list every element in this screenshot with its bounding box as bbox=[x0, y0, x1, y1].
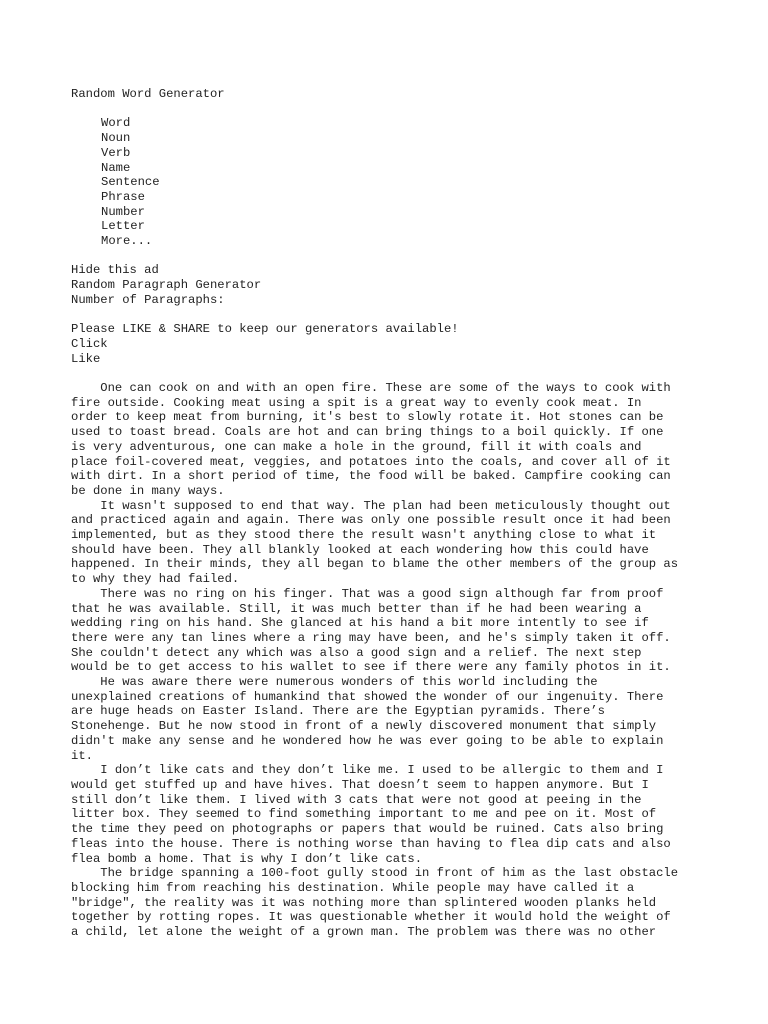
menu-item-more[interactable]: More... bbox=[101, 234, 153, 249]
paragraph-line: There was no ring on his finger. That was a good sign although far from proof bbox=[71, 586, 664, 601]
paragraph-line: a child, let alone the weight of a grown man. The problem was there was no other bbox=[71, 925, 657, 940]
paragraph bbox=[71, 866, 711, 940]
menu-item-sentence[interactable]: Sentence bbox=[101, 175, 160, 190]
menu-item-number[interactable]: Number bbox=[101, 204, 145, 219]
paragraph bbox=[71, 381, 711, 499]
paragraph-line: The bridge spanning a 100-foot gully stood in front of him as the last obstacle bbox=[71, 866, 679, 881]
paragraph-line: I don’t like cats and they don’t like me. I used to be allergic to them and I bbox=[71, 763, 664, 778]
paragraph-line: together by rotting ropes. It was questionable whether it would hold the weight of bbox=[71, 910, 671, 925]
paragraph-line: fleas into the house. There is nothing worse than having to flea dip cats and also bbox=[71, 836, 671, 851]
paragraph-line: it. bbox=[71, 748, 93, 763]
paragraph-line: place foil-covered meat, veggies, and potatoes into the coals, and cover all of it bbox=[71, 454, 671, 469]
paragraph-line: didn't make any sense and he wondered how he was ever going to be able to explain bbox=[71, 733, 664, 748]
menu-item-letter[interactable]: Letter bbox=[101, 219, 145, 234]
paragraph-line: implemented, but as they stood there the result wasn't anything close to what it bbox=[71, 528, 657, 543]
paragraph-line: still don’t like them. I lived with 3 cats that were not good at peeing in the bbox=[71, 792, 642, 807]
site-title: Random Word Generator bbox=[71, 87, 225, 101]
menu-item-word[interactable]: Word bbox=[101, 116, 131, 131]
click-button[interactable]: Click bbox=[71, 336, 108, 351]
share-message: Please LIKE & SHARE to keep our generators available! bbox=[71, 322, 459, 337]
paragraph bbox=[71, 675, 711, 763]
page-content bbox=[71, 87, 711, 940]
paragraph-line: be done in many ways. bbox=[71, 483, 225, 498]
menu-item-phrase[interactable]: Phrase bbox=[101, 189, 145, 204]
paragraph-line: should have been. They all blankly looked at each wondering how this could have bbox=[71, 542, 649, 557]
paragraph bbox=[71, 499, 711, 587]
paragraph-line: are huge heads on Easter Island. There are the Egyptian pyramids. There’s bbox=[71, 704, 605, 719]
generator-title: Random Paragraph Generator bbox=[71, 278, 262, 293]
menu-item-noun[interactable]: Noun bbox=[101, 131, 131, 146]
paragraph-line: with dirt. In a short period of time, the food will be baked. Campfire cooking can bbox=[71, 469, 671, 484]
paragraph-line: unexplained creations of humankind that showed the wonder of our ingenuity. There bbox=[71, 689, 664, 704]
paragraph-line: would get stuffed up and have hives. That doesn’t seem to happen anymore. But I bbox=[71, 777, 649, 792]
generator-menu bbox=[71, 116, 711, 248]
like-button[interactable]: Like bbox=[71, 351, 101, 366]
paragraph-line: the time they peed on photographs or papers that would be ruined. Cats also bring bbox=[71, 822, 664, 837]
hide-ad-link[interactable]: Hide this ad bbox=[71, 263, 159, 278]
menu-item-name[interactable]: Name bbox=[101, 160, 131, 175]
paragraph-line: "bridge", the reality was it was nothing more than splintered wooden planks held bbox=[71, 895, 657, 910]
paragraph-line: One can cook on and with an open fire. These are some of the ways to cook with bbox=[71, 381, 671, 395]
paragraph-line: litter box. They seemed to find something important to me and pee on it. Most of bbox=[71, 807, 657, 822]
paragraph-line: He was aware there were numerous wonders of this world including the bbox=[71, 675, 598, 690]
paragraph-line: would be to get access to his wallet to see if there were any family photos in it. bbox=[71, 660, 671, 675]
paragraph-line: Stonehenge. But he now stood in front of a newly discovered monument that simply bbox=[71, 719, 657, 734]
paragraph-line: order to keep meat from burning, it's best to slowly rotate it. Hot stones can be bbox=[71, 410, 664, 425]
paragraph-line: that he was available. Still, it was much better than if he had been wearing a bbox=[71, 601, 642, 616]
paragraph-line: used to toast bread. Coals are hot and can bring things to a boil quickly. If one bbox=[71, 425, 664, 440]
paragraph-line: blocking him from reaching his destination. While people may have called it a bbox=[71, 880, 635, 895]
menu-item-verb[interactable]: Verb bbox=[101, 145, 131, 160]
paragraph-line: fire outside. Cooking meat using a spit is a great way to evenly cook meat. In bbox=[71, 395, 642, 410]
paragraph bbox=[71, 587, 711, 675]
paragraph-count-label: Number of Paragraphs: bbox=[71, 292, 225, 307]
paragraph-line: and practiced again and again. There was only one possible result once it had been bbox=[71, 513, 671, 528]
paragraph-line: wedding ring on his hand. She glanced at his hand a bit more intently to see if bbox=[71, 616, 649, 631]
paragraph-line: It wasn't supposed to end that way. The plan had been meticulously thought out bbox=[71, 498, 671, 513]
paragraph-line: is very adventurous, one can make a hole in the ground, fill it with coals and bbox=[71, 439, 642, 454]
paragraph-line: happened. In their minds, they all began to blame the other members of the group as bbox=[71, 557, 679, 572]
paragraph-line: there were any tan lines where a ring may have been, and he's simply taken it off. bbox=[71, 630, 671, 645]
paragraph bbox=[71, 763, 711, 866]
paragraph-line: to why they had failed. bbox=[71, 572, 240, 587]
paragraph-line: She couldn't detect any which was also a good sign and a relief. The next step bbox=[71, 645, 642, 660]
generated-paragraphs bbox=[71, 381, 711, 940]
paragraph-line: flea bomb a home. That is why I don’t like cats. bbox=[71, 851, 423, 866]
